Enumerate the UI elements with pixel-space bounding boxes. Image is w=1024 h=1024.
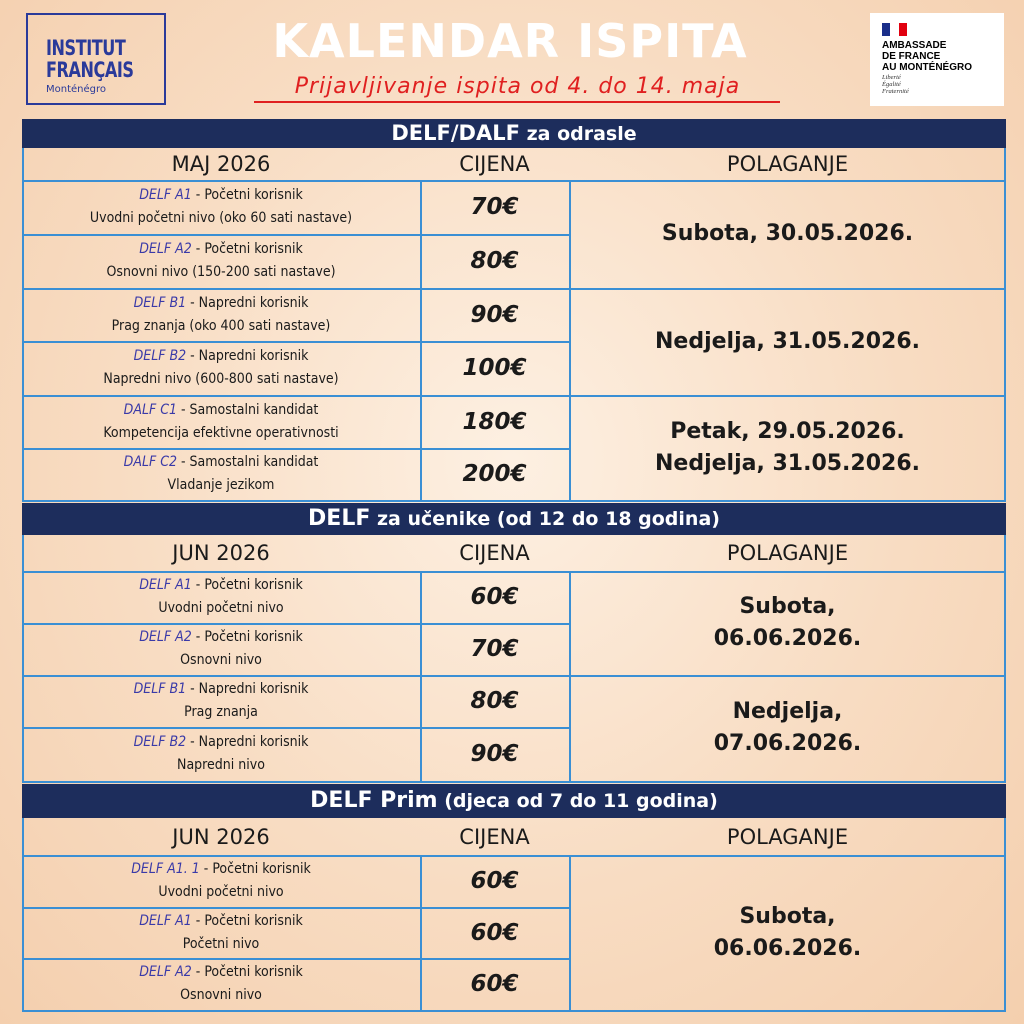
grid-horizontal	[22, 341, 569, 343]
exam-price: 200€	[462, 461, 527, 487]
exam-level-name: DELF B2	[133, 348, 187, 364]
grid-vertical	[1004, 148, 1006, 500]
exam-level-role: - Samostalni kandidat	[177, 454, 319, 470]
exam-level-name: DALF C2	[123, 454, 178, 470]
column-header-period: MAJ 2026	[171, 152, 271, 176]
grid-horizontal	[22, 855, 1006, 857]
exam-date	[569, 571, 1006, 675]
institut-logo-line3: Monténégro	[46, 84, 107, 95]
exam-level-description: Kompetencija efektivne operativnosti	[103, 424, 339, 441]
exam-date-line: Subota,	[739, 594, 836, 619]
exam-level-title	[124, 451, 319, 474]
exam-level-cell	[22, 395, 420, 448]
exam-date	[569, 288, 1006, 395]
exam-level-cell	[22, 448, 420, 500]
exam-level-description: Napredni nivo	[177, 757, 265, 773]
grid-vertical	[22, 818, 24, 1010]
grid-horizontal	[22, 234, 569, 236]
exam-price: 80€	[470, 688, 519, 714]
exam-level-name: DELF A1	[139, 577, 192, 593]
exam-level-cell	[22, 958, 420, 1010]
exam-level-title	[131, 858, 311, 881]
section-band-title: DELF	[308, 506, 371, 531]
exam-level-description: Početni nivo	[182, 935, 260, 952]
exam-date-line: Nedjelja,	[732, 699, 843, 724]
column-header-period: JUN 2026	[172, 824, 270, 849]
exam-price: 180€	[462, 408, 527, 435]
exam-date-line: Nedjelja, 31.05.2026.	[654, 450, 921, 476]
exam-level-role: - Napredni korisnik	[186, 734, 309, 750]
exam-level-description: Prag znanja	[184, 704, 258, 720]
institut-logo-line2: FRANÇAIS	[46, 58, 134, 82]
exam-level-name: DELF B1	[133, 294, 187, 311]
exam-level-description: Uvodni početni nivo	[158, 884, 284, 900]
grid-horizontal	[22, 623, 569, 625]
exam-price: 90€	[470, 741, 519, 767]
exam-level-role: - Početni korisnik	[199, 861, 311, 877]
exam-level-role: - Početni korisnik	[191, 912, 303, 929]
exam-level-title	[139, 574, 303, 597]
grid-horizontal	[22, 395, 1006, 397]
grid-horizontal	[22, 571, 1006, 573]
exam-price: 90€	[470, 301, 519, 328]
section-band-subtitle: za učenike (od 12 do 18 godina)	[370, 508, 720, 530]
exam-date-line: 06.06.2026.	[713, 626, 862, 651]
exam-price: 60€	[470, 868, 519, 894]
exam-level-role: - Napredni korisnik	[186, 294, 309, 311]
exam-date	[569, 855, 1006, 1010]
exam-date-line: 07.06.2026.	[713, 731, 862, 756]
exam-date-line: Subota,	[739, 903, 836, 929]
exam-level-description: Uvodni početni nivo (oko 60 sati nastave)	[89, 210, 353, 226]
exam-price: 80€	[470, 248, 519, 274]
exam-level-name: DELF A2	[139, 964, 192, 980]
grid-horizontal	[22, 727, 569, 729]
exam-date	[569, 180, 1006, 288]
exam-price: 60€	[470, 919, 519, 946]
exam-level-name: DELF B2	[133, 734, 187, 750]
section-band	[22, 784, 1006, 818]
grid-horizontal	[22, 448, 569, 450]
institut-logo-line1: INSTITUT	[46, 36, 126, 60]
section-band	[22, 119, 1006, 148]
exam-level-name: DELF B1	[133, 681, 187, 697]
section-band	[22, 503, 1006, 535]
exam-price: 70€	[470, 194, 519, 220]
exam-level-role: - Početni korisnik	[191, 187, 303, 203]
institut-francais-logo	[26, 13, 166, 105]
exam-level-title	[139, 961, 303, 984]
exam-level-title	[139, 238, 303, 261]
exam-date-line: Subota, 30.05.2026.	[661, 221, 914, 246]
exam-price: 70€	[470, 636, 519, 662]
ambassade-motto: Liberté Égalité Fraternité	[882, 74, 909, 95]
exam-level-name: DELF A2	[139, 241, 192, 257]
exam-level-cell	[22, 855, 420, 907]
exam-level-description: Uvodni početni nivo	[158, 600, 284, 616]
exam-level-description: Osnovni nivo (150-200 sati nastave)	[106, 264, 336, 280]
exam-level-title	[134, 345, 309, 368]
exam-date-line: Petak, 29.05.2026.	[670, 418, 905, 444]
exam-level-cell	[22, 180, 420, 234]
column-header-date: POLAGANJE	[726, 541, 849, 565]
grid-horizontal	[22, 500, 1006, 502]
exam-level-cell	[22, 907, 420, 958]
exam-level-description: Osnovni nivo	[180, 652, 262, 668]
grid-horizontal	[22, 907, 569, 909]
column-header-period: JUN 2026	[172, 541, 270, 565]
exam-level-name: DELF A1	[139, 187, 192, 203]
grid-horizontal	[22, 288, 1006, 290]
exam-level-title	[124, 399, 319, 422]
exam-level-role: - Početni korisnik	[191, 964, 303, 980]
exam-level-description: Osnovni nivo	[180, 987, 262, 1003]
exam-level-cell	[22, 727, 420, 781]
exam-level-cell	[22, 288, 420, 341]
grid-horizontal	[22, 675, 1006, 677]
exam-date-line: Nedjelja, 31.05.2026.	[654, 328, 921, 354]
exam-level-role: - Samostalni kandidat	[177, 401, 319, 418]
exam-level-name: DELF A1	[139, 912, 192, 929]
grid-vertical	[569, 855, 571, 1010]
grid-horizontal	[22, 958, 569, 960]
exam-date-line: 06.06.2026.	[713, 935, 862, 961]
exam-level-cell	[22, 341, 420, 395]
column-header-date: POLAGANJE	[726, 152, 849, 176]
ambassade-text: AMBASSADE DE FRANCE AU MONTÉNÉGRO	[882, 40, 972, 73]
column-header-price: CIJENA	[459, 824, 530, 849]
column-header-price: CIJENA	[459, 152, 530, 176]
grid-vertical	[420, 855, 422, 1010]
exam-level-description: Napredni nivo (600-800 sati nastave)	[103, 371, 339, 387]
exam-level-title	[134, 292, 309, 315]
page-title: KALENDAR ISPITA	[272, 14, 748, 68]
grid-vertical	[569, 180, 571, 500]
exam-level-title	[139, 626, 303, 649]
section-band-subtitle: (djeca od 7 do 11 godina)	[437, 790, 718, 812]
subtitle-underline	[254, 101, 780, 103]
exam-level-cell	[22, 623, 420, 675]
exam-level-role: - Napredni korisnik	[186, 348, 309, 364]
exam-level-name: DELF A2	[139, 629, 192, 645]
exam-level-description: Vladanje jezikom	[167, 477, 275, 493]
exam-level-role: - Početni korisnik	[191, 577, 303, 593]
section-band-subtitle: za odrasle	[519, 123, 637, 145]
exam-level-name: DALF C1	[123, 401, 178, 418]
page-subtitle: Prijavljivanje ispita od 4. do 14. maja	[294, 74, 741, 99]
section-band-title: DELF/DALF	[391, 121, 520, 145]
grid-horizontal	[22, 781, 1006, 783]
section-band-title: DELF Prim	[310, 788, 438, 813]
grid-vertical	[1004, 818, 1006, 1010]
exam-level-cell	[22, 675, 420, 727]
exam-date	[569, 675, 1006, 781]
exam-level-title	[139, 184, 303, 207]
grid-horizontal	[22, 1010, 1006, 1012]
ambassade-logo	[870, 13, 1004, 106]
column-header-date: POLAGANJE	[726, 824, 849, 849]
exam-level-title	[134, 731, 309, 754]
exam-level-cell	[22, 234, 420, 288]
exam-level-description: Prag znanja (oko 400 sati nastave)	[111, 317, 331, 334]
french-flag-icon	[882, 23, 907, 36]
exam-level-name: DELF A1. 1	[131, 861, 200, 877]
exam-level-role: - Napredni korisnik	[186, 681, 309, 697]
column-header-price: CIJENA	[459, 541, 530, 565]
exam-date	[569, 395, 1006, 500]
exam-level-cell	[22, 571, 420, 623]
grid-vertical	[420, 180, 422, 500]
exam-price: 60€	[470, 971, 519, 997]
exam-level-role: - Početni korisnik	[191, 241, 303, 257]
exam-price: 60€	[470, 584, 519, 610]
grid-horizontal	[22, 180, 1006, 182]
exam-level-role: - Početni korisnik	[191, 629, 303, 645]
exam-level-title	[134, 678, 309, 701]
exam-level-title	[139, 910, 303, 933]
exam-price: 100€	[462, 355, 527, 381]
